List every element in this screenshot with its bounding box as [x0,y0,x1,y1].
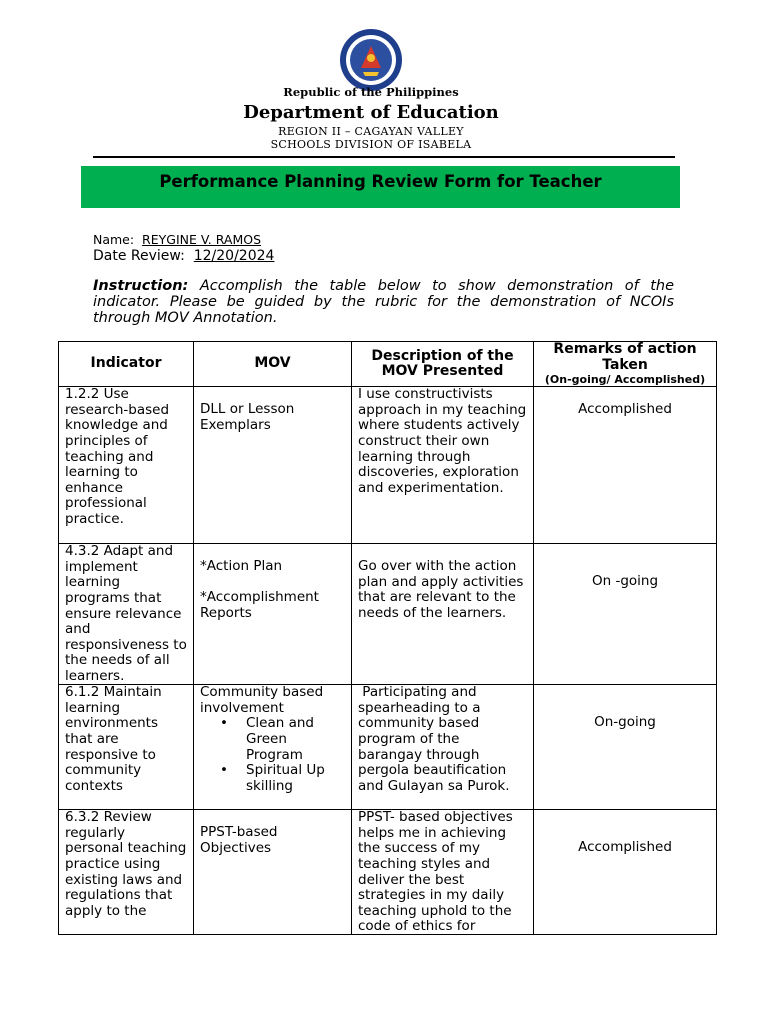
instruction-paragraph [93,278,674,326]
region-heading: REGION II – CAGAYAN VALLEY [278,125,464,138]
mov-line: PPST-based Objectives [200,824,278,856]
indicator-cell: 6.1.2 Maintain learning environments that are responsive to community contexts [65,685,162,794]
mov-cell [194,544,351,684]
mov-cell [194,387,351,543]
description-cell: Participating and spearheading to a community based program of the barangay through pergola beautification and Gulayan sa Purok. [358,685,511,794]
table-row [59,387,717,544]
header-divider [93,156,675,158]
mov-bullet: • Spiritual Up skilling [246,763,345,794]
remarks-cell: On-going [594,714,656,731]
title-banner [81,166,680,208]
date-value: 12/20/2024 [193,248,275,264]
table-header-row [59,342,717,387]
date-line [93,248,274,264]
mov-bullet-list [200,716,345,794]
mov-cell [194,810,351,934]
indicator-cell: 6.3.2 Review regularly personal teaching practice using existing laws and regulations that apply to the [65,810,187,919]
indicator-cell: 4.3.2 Adapt and implement learning programs that ensure relevance and responsiveness to the needs of all learners. [65,544,187,684]
name-label: Name: [93,232,135,247]
mov-table [58,341,717,935]
mov-line: *Action Plan [200,558,283,575]
name-line [93,232,261,247]
remarks-cell: On -going [591,573,659,590]
header-indicator: Indicator [59,342,194,387]
mov-line: *Accomplishment Reports [200,589,319,621]
header-remarks-sub: (On-going/ Accomplished) [544,373,706,387]
mov-intro: Community based involvement [200,685,324,716]
description-cell: I use constructivists approach in my teaching where students actively construct their own learning through discoveries, exploration and experimentation. [358,387,527,496]
table-row [59,685,717,810]
description-cell: PPST- based objectives helps me in achieving the success of my teaching styles and deliver the best strategies in my daily teaching uphold to the code of ethics for [358,810,513,935]
description-cell: Go over with the action plan and apply activities that are relevant to the needs of the learners. [358,558,524,621]
instruction-label: Instruction: [93,278,189,294]
republic-heading: Republic of the Philippines [283,85,459,99]
form-title: Performance Planning Review Form for Teacher [159,172,602,191]
name-value: REYGINE V. RAMOS [142,232,262,247]
department-heading: Department of Education [243,102,499,123]
table-row [59,810,717,935]
header-description: Description of the MOV Presented [352,342,534,387]
remarks-cell: Accomplished [578,401,672,418]
indicator-cell: 1.2.2 Use research-based knowledge and principles of teaching and learning to enhance professional practice. [65,387,170,527]
deped-seal-icon [339,28,403,92]
mov-bullet: • Clean and Green Program [246,716,345,763]
division-heading: SCHOOLS DIVISION OF ISABELA [270,138,472,151]
mov-cell [194,685,351,809]
header-remarks [534,342,717,387]
instruction-text: Accomplish the table below to show demonstration of the indicator. Please be guided by the rubric for the demonstration of NCOIs through MOV Annotation. [93,278,675,326]
header-remarks-label: Remarks of action Taken [553,341,697,373]
remarks-cell: Accomplished [578,839,672,856]
header-mov: MOV [194,342,352,387]
table-row [59,544,717,685]
date-label: Date Review: [93,248,185,264]
mov-line: DLL or Lesson Exemplars [200,401,295,433]
